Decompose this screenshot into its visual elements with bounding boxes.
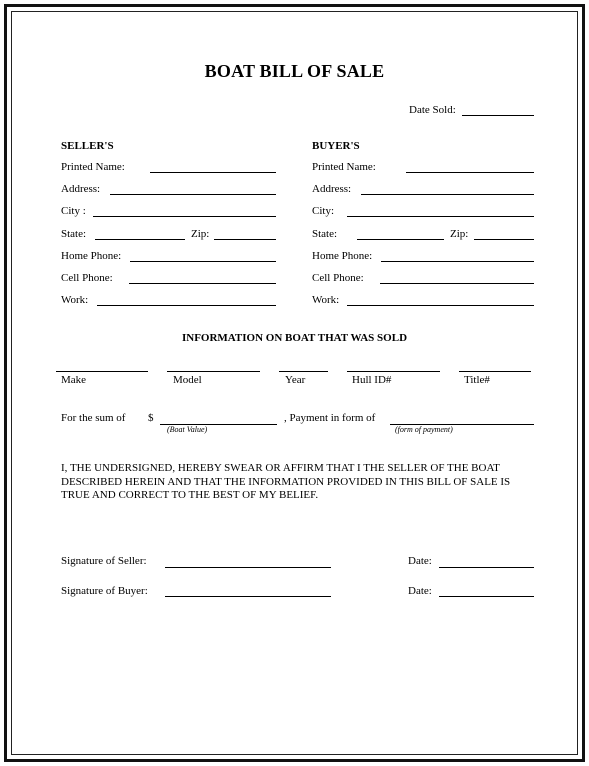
affirmation-text: I, THE UNDERSIGNED, HEREBY SWEAR OR AFFIRM THAT I THE SELLER OF THE BOAT DESCRIBED HEREIN AND THAT THE INFORMATION PROVIDED IN THIS BILL OF SALE IS TRUE AND CORRECT TO THE BEST OF MY BELIEF. [61,462,511,501]
seller-state-label: State: [61,228,87,240]
buyer-heading: BUYER'S [312,140,360,152]
seller-signature-label: Signature of Seller: [61,555,147,567]
seller-cell-phone-label: Cell Phone: [61,272,113,284]
seller-work-label: Work: [61,294,89,306]
buyer-cell-phone-field[interactable] [380,283,534,284]
model-label: Model [173,374,202,386]
buyer-signature-field[interactable] [165,596,331,597]
buyer-printed-name-field[interactable] [406,172,534,173]
seller-work-field[interactable] [97,305,276,306]
buyer-cell-phone-label: Cell Phone: [312,272,364,284]
hull-id-label: Hull ID# [352,374,392,386]
buyer-zip-field[interactable] [474,239,534,240]
buyer-home-phone-label: Home Phone: [312,250,373,262]
seller-cell-phone-field[interactable] [129,283,276,284]
buyer-date-label: Date: [408,585,432,597]
hull-id-field[interactable] [347,371,440,372]
buyer-signature-label: Signature of Buyer: [61,585,148,597]
seller-date-field[interactable] [439,567,534,568]
buyer-printed-name-label: Printed Name: [312,161,376,173]
seller-printed-name-field[interactable] [150,172,276,173]
title-number-label: Title# [464,374,490,386]
sum-label: For the sum of [61,412,126,424]
title-number-field[interactable] [459,371,531,372]
seller-home-phone-field[interactable] [130,261,276,262]
boat-value-hint: (Boat Value) [167,425,208,434]
seller-date-label: Date: [408,555,432,567]
date-sold-field[interactable] [462,115,534,116]
seller-zip-label: Zip: [191,228,210,240]
buyer-address-label: Address: [312,183,352,195]
make-label: Make [61,374,87,386]
seller-state-field[interactable] [95,239,185,240]
make-field[interactable] [56,371,148,372]
buyer-work-field[interactable] [347,305,534,306]
date-sold-label: Date Sold: [409,104,456,116]
buyer-zip-label: Zip: [450,228,469,240]
seller-zip-field[interactable] [214,239,276,240]
buyer-city-field[interactable] [347,216,534,217]
payment-form-hint: (form of payment) [395,425,453,434]
seller-heading: SELLER'S [61,140,114,152]
buyer-state-field[interactable] [357,239,444,240]
year-field[interactable] [279,371,328,372]
payment-form-label: , Payment in form of [284,412,376,424]
buyer-date-field[interactable] [439,596,534,597]
buyer-address-field[interactable] [361,194,534,195]
seller-address-field[interactable] [110,194,276,195]
seller-home-phone-label: Home Phone: [61,250,122,262]
year-label: Year [285,374,306,386]
buyer-home-phone-field[interactable] [381,261,534,262]
seller-city-field[interactable] [93,216,276,217]
seller-signature-field[interactable] [165,567,331,568]
boat-info-heading: INFORMATION ON BOAT THAT WAS SOLD [181,332,408,344]
model-field[interactable] [167,371,260,372]
currency-symbol: $ [148,412,154,424]
seller-city-label: City : [61,205,86,217]
buyer-state-label: State: [312,228,338,240]
document-title: BOAT BILL OF SALE [204,61,385,81]
seller-address-label: Address: [61,183,101,195]
buyer-city-label: City: [312,205,335,217]
buyer-work-label: Work: [312,294,340,306]
seller-printed-name-label: Printed Name: [61,161,125,173]
